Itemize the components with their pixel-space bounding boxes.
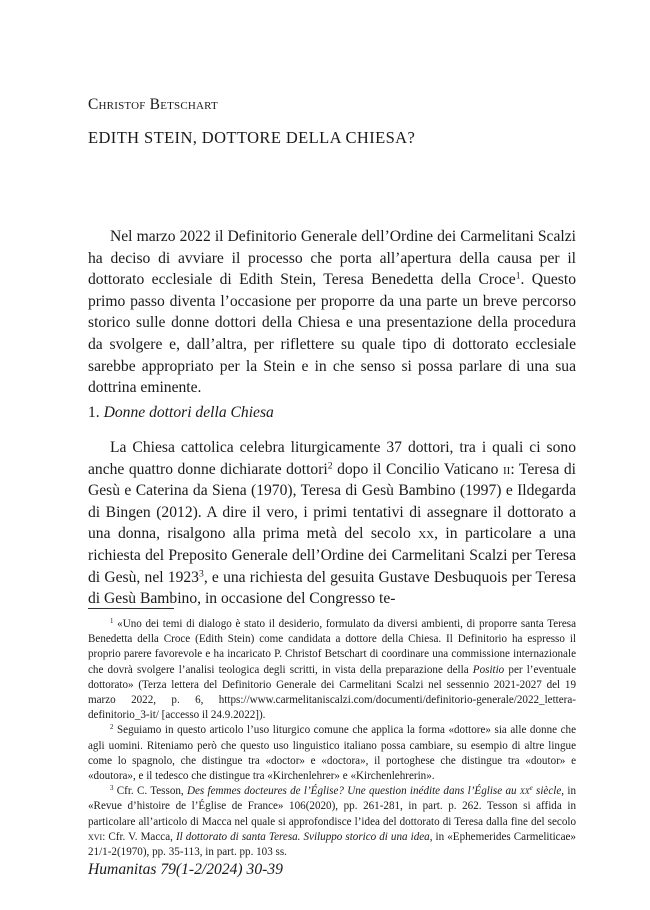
footnotes <box>88 617 576 860</box>
footnote-divider <box>88 608 174 609</box>
footnote-3-book-title-text: Des femmes docteures de l’Église? Une question inédite dans l’Église au <box>186 785 517 798</box>
footnote-2 <box>88 723 576 784</box>
century-numeral: xx <box>418 525 435 543</box>
footnote-ref-1: 1 <box>515 270 521 282</box>
footnote-ref-3: 3 <box>198 568 204 580</box>
journal-footer: Humanitas 79(1-2/2024) 30-39 <box>88 861 283 878</box>
footnote-1-text-b: per l’eventuale dottorato» (Terza lettera del Definitorio Generale dei Carmelitani Scalzi nel sessennio 2021-2027 del 19 marzo 2022, p. 6, https://www.carmelitaniscalzi.com/documenti/definitorio-generale/2022_lettera-definitorio_3-it/ [accesso il 24.9.2022]). <box>88 663 577 722</box>
section-heading <box>88 404 274 422</box>
footnote-3-text-b: , in «Revue d’histoire de l’Église de France» 106(2020), pp. 261-281, in part. p. 262. Tesson si affida in particolare all’articolo di Macca nel quale si approfondisce l’idea del dottorato di Teresa dalla fine del secolo <box>88 785 576 828</box>
footnote-3-century: xx <box>519 785 530 798</box>
footnote-3-book-title <box>187 785 561 797</box>
footnote-3-macca-title: Il dottorato di santa Teresa. Sviluppo storico di una idea <box>175 830 430 843</box>
footnote-3-number: 3 <box>110 785 114 793</box>
section-body <box>88 437 576 610</box>
footnote-2-text: Seguiamo in questo articolo l’uso liturgico comune che applica la forma «dottore» sia alle donne che agli uomini. Riteniamo però che questo uso linguistico italiano possa cambiare, su esempio di altre lingue come lo spagnolo, che distingue tra «doctor» e «doctora», il portoghese che distingue tra «doutor» e «doutora», e il tedesco che distingue tra «Kirchenlehrer» e «Kirchenlehrerin». <box>88 724 576 783</box>
article-title: EDITH STEIN, DOTTORE DELLA CHIESA? <box>88 128 416 147</box>
footnote-ref-2: 2 <box>327 460 333 472</box>
footnote-1-number: 1 <box>110 618 114 626</box>
section-text-a: La Chiesa cattolica celebra liturgicamente 37 dottori, tra i quali ci sono anche quattro donne dichiarate dottori <box>88 439 576 478</box>
section-paragraph <box>88 437 576 610</box>
section-text-e: , e una richiesta del gesuita Gustave Desbuquois per Teresa di Gesù Bambino, in occasione del Congresso te- <box>88 568 576 608</box>
intro-text-b: . Questo primo passo diventa l’occasione per proporre da una parte un breve percorso storico sulle donne dottori della Chiesa e una presentazione della procedura da svolgere e, dall’altra, per riflettere su quale tipo di dottorato ecclesiale sarebbe appropriato per la Stein e in che senso si possa parlare di una sua dottrina eminente. <box>88 271 576 397</box>
intro-paragraph <box>88 226 576 399</box>
section-text-c: : Teresa di Gesù e Caterina da Siena (1970), Teresa di Gesù Bambino (1997) e Ildegarda di Bingen (2012). A dire il vero, i primi tentativi di assegnare il dottorato a una donna, risalgono alla prima metà del secolo <box>88 460 576 543</box>
footnote-3-text-d: , in «Ephemerides Carmeliticae» 21/1-2(1970), pp. 35-113, in part. pp. 103 ss. <box>88 830 576 859</box>
intro-section <box>88 226 576 399</box>
footnote-3 <box>88 784 576 860</box>
council-numeral: ii <box>503 460 511 478</box>
section-text-b: dopo il Concilio Vaticano <box>332 460 503 478</box>
footnote-3-text-c: : Cfr. V. Macca, <box>102 830 176 843</box>
footnote-1 <box>88 617 576 723</box>
author-name: Christof Betschart <box>88 96 218 113</box>
footnote-2-number: 2 <box>110 724 114 732</box>
footnote-3-siecle: siècle <box>536 785 562 798</box>
footnote-1-positio: Positio <box>472 663 505 676</box>
section-text-d: , in particolare a una richiesta del Preposito Generale dell’Ordine dei Carmelitani Scalzi per Teresa di Gesù, nel 1923 <box>88 525 576 586</box>
intro-text-a: Nel marzo 2022 il Definitorio Generale dell’Ordine dei Carmelitani Scalzi ha deciso di avviare il processo che porta all’apertura della causa per il dottorato ecclesiale di Edith Stein, Teresa Benedetta della Croce <box>88 228 576 289</box>
footnote-3-text-a: Cfr. C. Tesson, <box>113 785 187 798</box>
footnote-1-text-a: «Uno dei temi di dialogo è stato il desiderio, formulato da diversi ambienti, di proporre santa Teresa Benedetta della Croce (Edith Stein) come candidata a dottore della Chiesa. Il Definitorio ha espresso il proprio parere favorevole e ha incaricato P. Christof Betschart di coordinare una commissione internazionale che dovrà svolgere l’analisi teologica degli scritti, in vista della preparazione della <box>88 618 576 676</box>
footnote-3-century-suffix: e <box>529 785 533 793</box>
section-number: 1. <box>88 404 100 421</box>
footnote-3-xvi: xvi <box>88 830 103 843</box>
section-title: Donne dottori della Chiesa <box>103 404 274 421</box>
